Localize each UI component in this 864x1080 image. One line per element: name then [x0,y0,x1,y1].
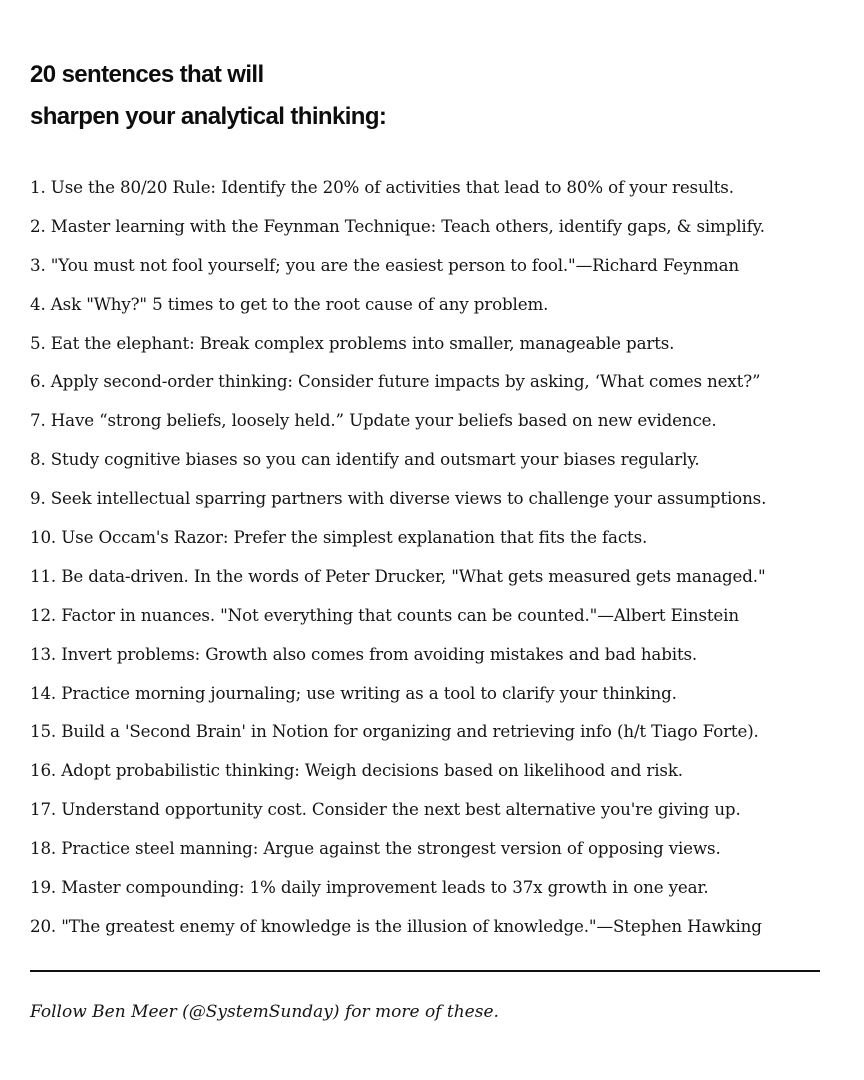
divider [30,970,820,972]
list-item: 2. Master learning with the Feynman Technique: Teach others, identify gaps, & simplify. [30,215,765,236]
list-item: 11. Be data-driven. In the words of Peter Drucker, "What gets measured gets managed." [30,565,766,586]
document [30,54,840,1022]
list-item: 16. Adopt probabilistic thinking: Weigh decisions based on likelihood and risk. [30,760,683,781]
list-item: 9. Seek intellectual sparring partners with diverse views to challenge your assumptions. [30,488,767,509]
list-item: 20. "The greatest enemy of knowledge is the illusion of knowledge."—Stephen Hawking [30,915,762,936]
list-item: 10. Use Occam's Razor: Prefer the simplest explanation that fits the facts. [30,527,648,548]
list-item: 15. Build a 'Second Brain' in Notion for organizing and retrieving info (h/t Tiago Forte). [30,721,759,742]
list-item: 12. Factor in nuances. "Not everything that counts can be counted."—Albert Einstein [30,604,739,625]
list-item: 3. "You must not fool yourself; you are the easiest person to fool."—Richard Feynman [30,254,740,275]
list-item: 1. Use the 80/20 Rule: Identify the 20% of activities that lead to 80% of your results. [30,177,734,197]
list-item: 4. Ask "Why?" 5 times to get to the root cause of any problem. [30,293,549,314]
list-item: 6. Apply second-order thinking: Consider future impacts by asking, ‘What comes next?” [30,371,761,392]
list-item: 18. Practice steel manning: Argue against the strongest version of opposing views. [30,838,721,859]
title-line-2: sharpen your analytical thinking: [30,103,387,130]
sentence-list [30,168,840,946]
page-title [30,54,840,138]
list-item: 5. Eat the elephant: Break complex problems into smaller, manageable parts. [30,332,675,353]
list-item: 14. Practice morning journaling; use writing as a tool to clarify your thinking. [30,682,677,703]
list-item: 19. Master compounding: 1% daily improvement leads to 37x growth in one year. [30,877,709,898]
footer-credit: Follow Ben Meer (@SystemSunday) for more of these. [30,1002,499,1022]
list-item: 17. Understand opportunity cost. Consider the next best alternative you're giving up. [30,799,741,820]
list-item: 7. Have “strong beliefs, loosely held.” Update your beliefs based on new evidence. [30,410,717,431]
list-item: 8. Study cognitive biases so you can identify and outsmart your biases regularly. [30,449,700,470]
title-line-1: 20 sentences that will [30,61,264,88]
list-item: 13. Invert problems: Growth also comes from avoiding mistakes and bad habits. [30,643,698,664]
